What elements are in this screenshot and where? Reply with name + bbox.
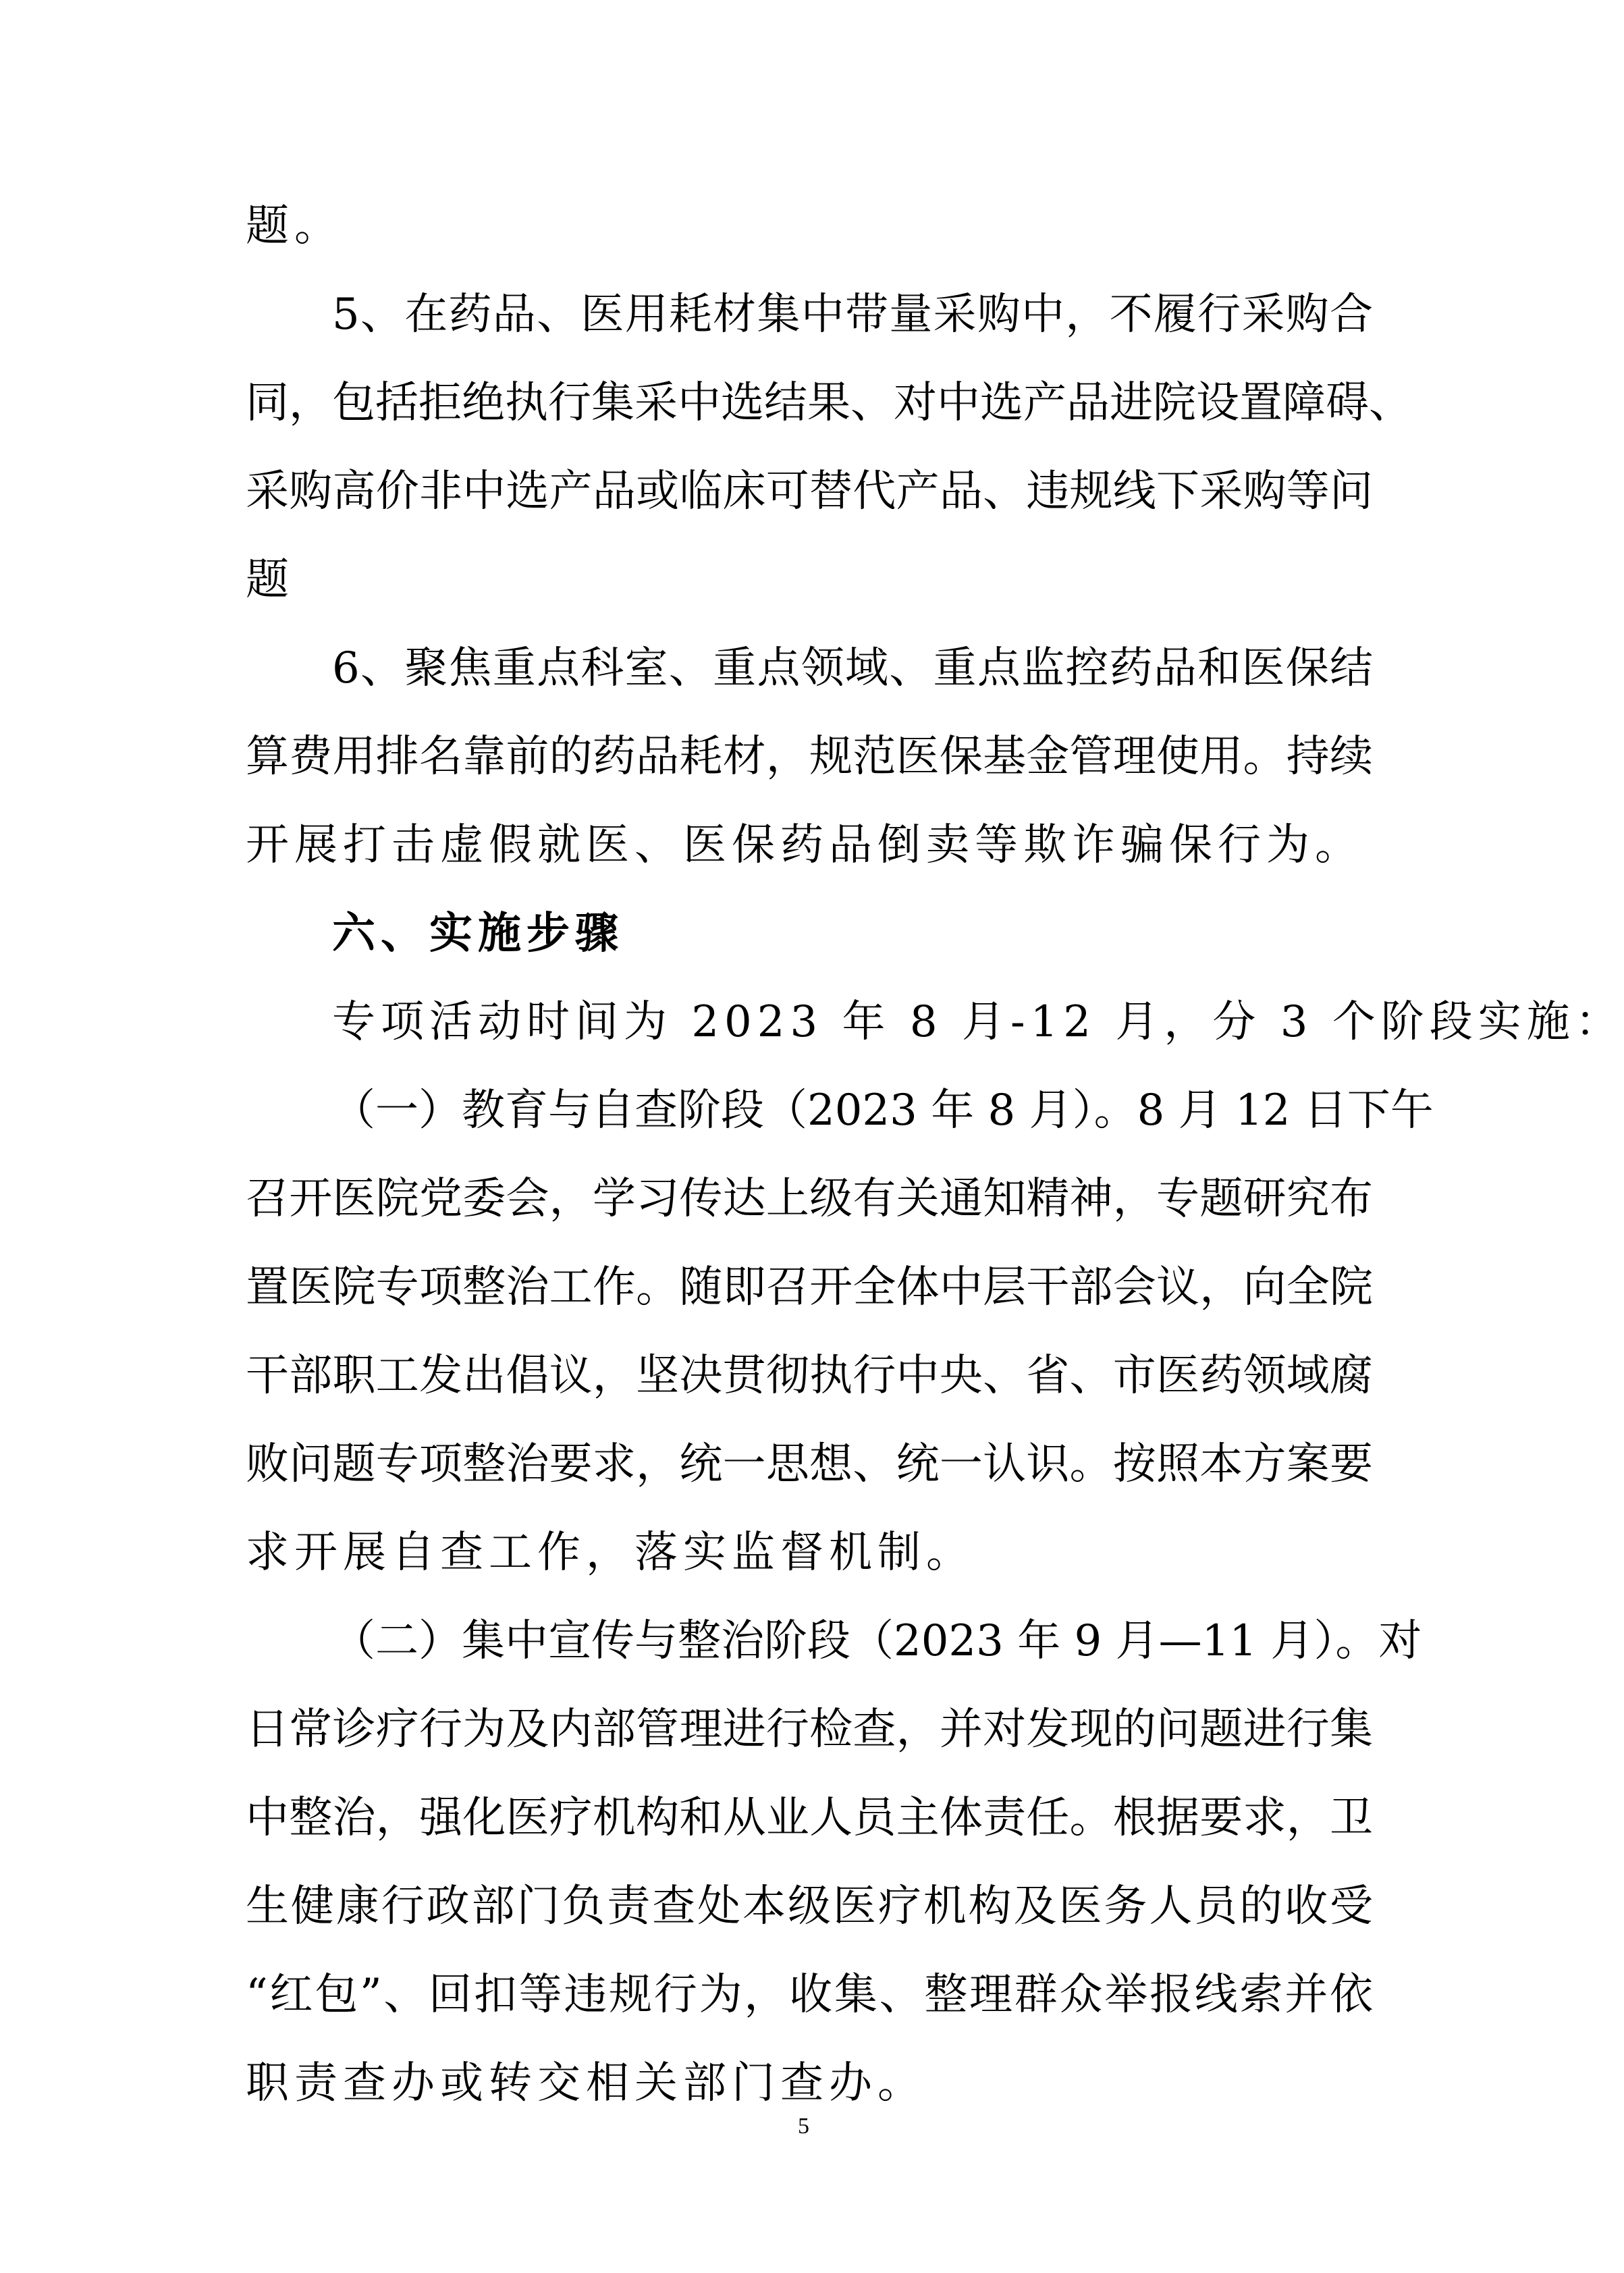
text-line: 5、在药品、医用耗材集中带量采购中，不履行采购合	[332, 290, 1373, 340]
document-body	[246, 182, 1624, 2128]
text-line: 6、聚焦重点科室、重点领域、重点监控药品和医保结	[332, 643, 1373, 693]
text-line: 中整治，强化医疗机构和从业人员主体责任。根据要求，卫	[246, 1793, 1373, 1843]
text-line: （二）集中宣传与整治阶段（2023 年 9 月—11 月）。对	[332, 1616, 1422, 1666]
text-line: 开展打击虚假就医、医保药品倒卖等欺诈骗保行为。	[246, 820, 1363, 870]
text-line: 算费用排名靠前的药品耗材，规范医保基金管理使用。持续	[246, 732, 1373, 782]
text-line: 采购高价非中选产品或临床可替代产品、违规线下采购等问	[246, 466, 1373, 516]
text-line: 置医院专项整治工作。随即召开全体中层干部会议，向全院	[246, 1262, 1373, 1312]
text-line: 日常诊疗行为及内部管理进行检查，并对发现的问题进行集	[246, 1705, 1373, 1755]
text-line: 求开展自查工作，落实监督机制。	[246, 1528, 975, 1578]
text-line: 题	[246, 555, 294, 605]
page-number: 5	[798, 2114, 809, 2139]
text-line: 败问题专项整治要求，统一思想、统一认识。按照本方案要	[246, 1439, 1373, 1489]
text-line: 题。	[246, 201, 343, 251]
text-line: 召开医院党委会，学习传达上级有关通知精神，专题研究布	[246, 1174, 1373, 1224]
text-line: 专项活动时间为 2023 年 8 月-12 月，分 3 个阶段实施：	[332, 997, 1624, 1047]
text-line: 干部职工发出倡议，坚决贯彻执行中央、省、市医药领域腐	[246, 1351, 1373, 1401]
text-line: 生健康行政部门负责查处本级医疗机构及医务人员的收受	[246, 1881, 1373, 1931]
text-line: （一）教育与自查阶段（2023 年 8 月）。8 月 12 日下午	[332, 1086, 1434, 1135]
text-line: 职责查办或转交相关部门查办。	[246, 2058, 926, 2108]
section-heading: 六、实施步骤	[332, 909, 624, 959]
text-line: “红包”、回扣等违规行为，收集、整理群众举报线索并依	[246, 1970, 1373, 2020]
text-line: 同，包括拒绝执行集采中选结果、对中选产品进院设置障碍、	[246, 378, 1412, 428]
